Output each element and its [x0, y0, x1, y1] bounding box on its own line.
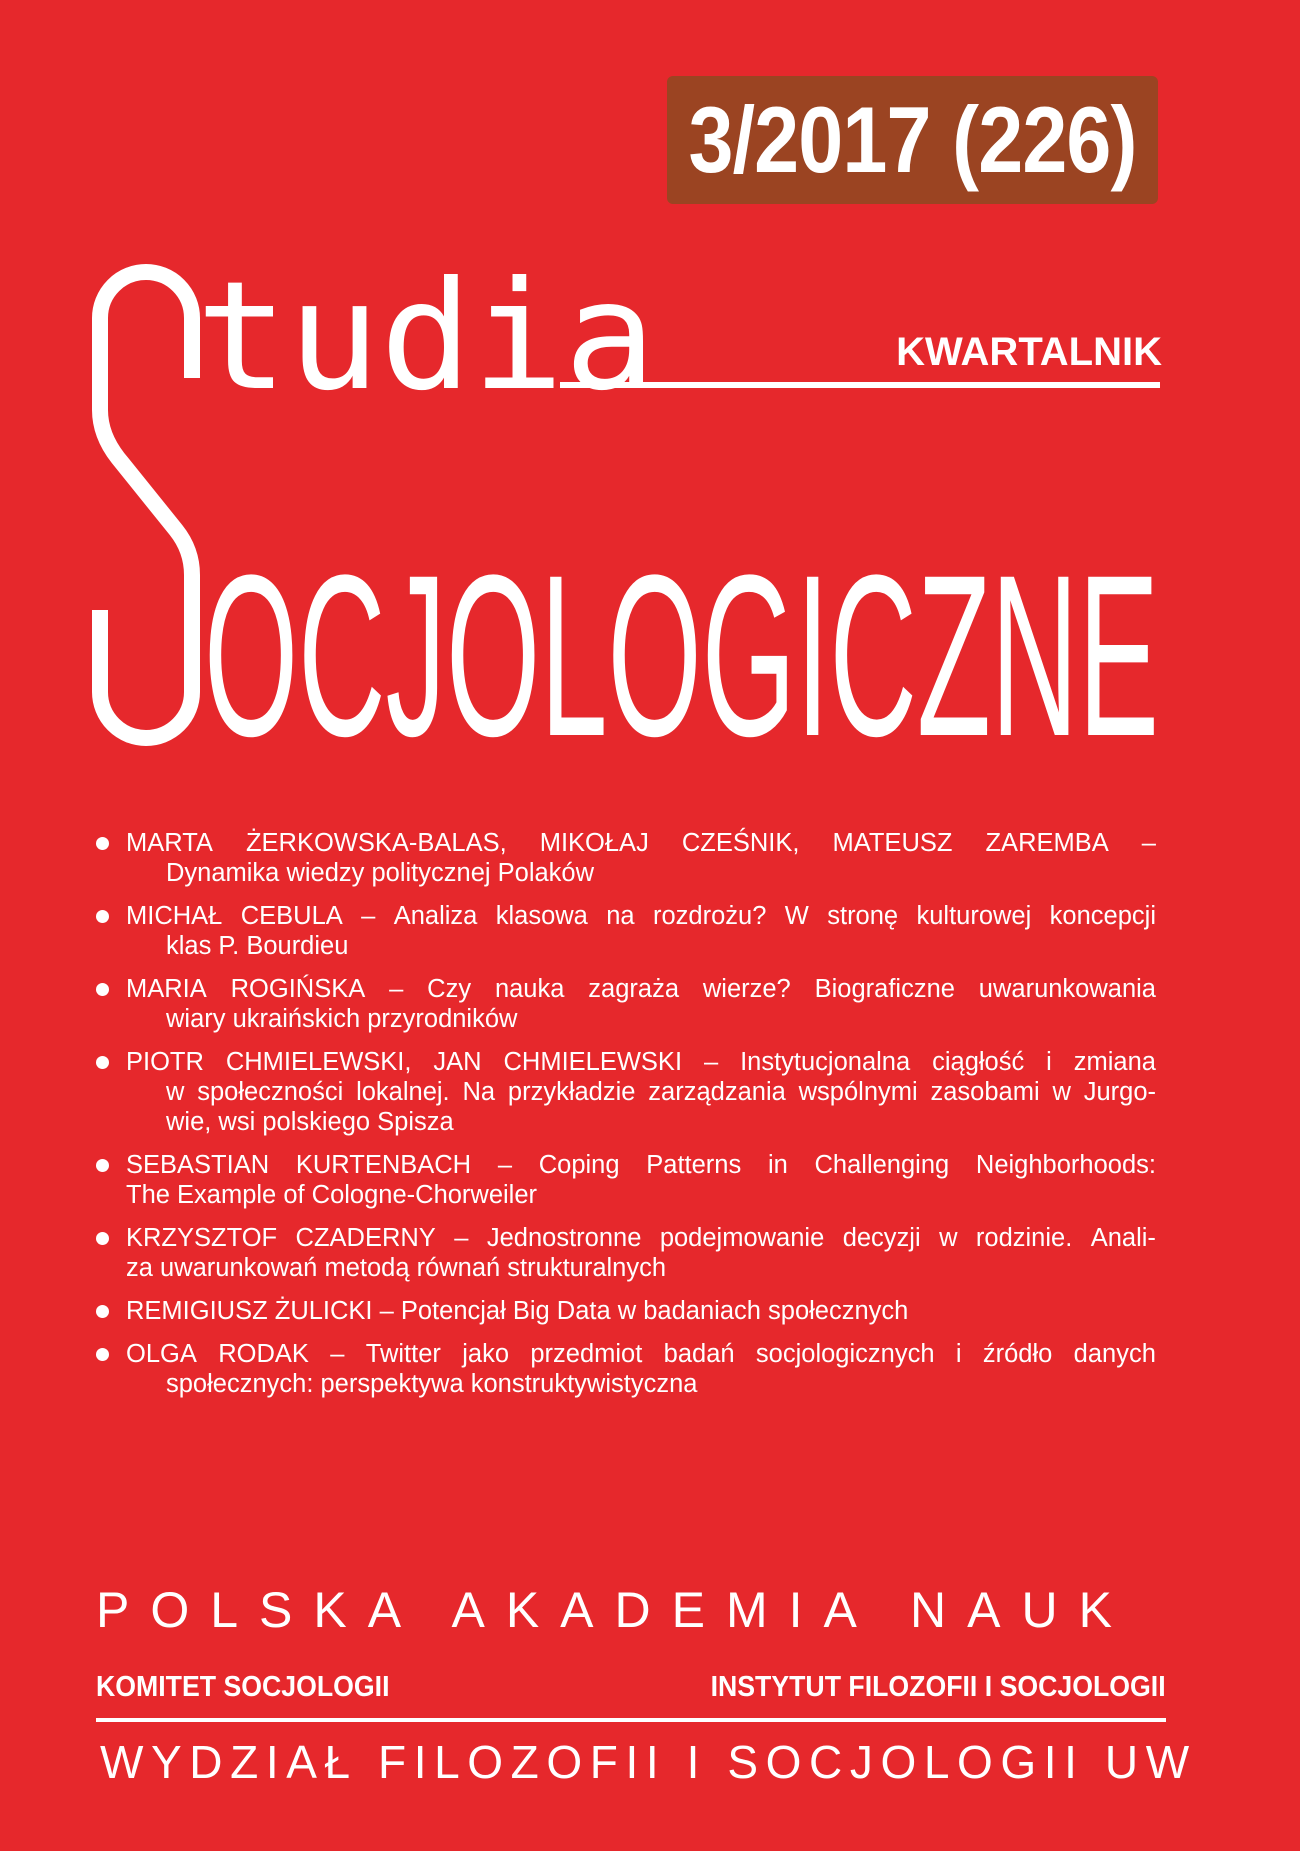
- article-word: MATEUSZ: [832, 829, 953, 857]
- article-word: koncepcji: [1049, 902, 1156, 930]
- article-word: KURTENBACH: [295, 1151, 472, 1179]
- article-word: Biograficzne: [814, 975, 955, 1003]
- article-word: stronę: [827, 902, 899, 930]
- article-word: CZADERNY: [295, 1224, 436, 1252]
- article-word: w: [939, 1224, 958, 1252]
- article-word: –: [330, 1340, 345, 1368]
- article-line: społecznych: perspektywa konstruktywistyczna: [166, 1370, 698, 1398]
- article-word: zmiana: [1073, 1048, 1156, 1076]
- article-word: Anali-: [1090, 1224, 1156, 1252]
- article-word: przedmiot: [530, 1340, 643, 1368]
- issue-number: 3/2017 (226): [688, 87, 1137, 192]
- article-word: JAN: [433, 1048, 482, 1076]
- article-word: Challenging: [814, 1151, 950, 1179]
- article-word: rozdrożu?: [653, 902, 767, 930]
- bullet-icon: [96, 910, 109, 923]
- bullet-icon: [96, 1348, 109, 1361]
- article-word: kulturowej: [916, 902, 1032, 930]
- article-word: podejmowanie: [659, 1224, 825, 1252]
- article-word: CHMIELEWSKI: [503, 1048, 683, 1076]
- issue-badge: [667, 76, 1158, 204]
- article-line: [126, 974, 1156, 1004]
- bullet-icon: [96, 1056, 109, 1069]
- article-word: rodzinie.: [975, 1224, 1073, 1252]
- article-word: zagraża: [588, 975, 680, 1003]
- bullet-icon: [96, 983, 109, 996]
- article-word: Analiza: [393, 902, 478, 930]
- article-word: SEBASTIAN: [126, 1151, 270, 1179]
- article-line: klas P. Bourdieu: [166, 932, 349, 960]
- article-line: [126, 1047, 1156, 1077]
- article-line: za uwarunkowań metodą równań strukturalnych: [126, 1254, 667, 1282]
- article-line: [126, 1339, 1156, 1369]
- article-entry: [96, 1150, 1156, 1210]
- article-word: CEBULA: [240, 902, 343, 930]
- article-word: i: [1046, 1048, 1052, 1076]
- article-word: MARIA: [126, 975, 207, 1003]
- article-line: [126, 828, 1156, 858]
- article-word: nauka: [494, 975, 565, 1003]
- article-word: Czy: [427, 975, 472, 1003]
- faculty-name: WYDZIAŁ FILOZOFII I SOCJOLOGII UW: [100, 1736, 1197, 1788]
- article-line: [126, 1223, 1156, 1253]
- frequency-label: KWARTALNIK: [896, 330, 1162, 374]
- article-word: KRZYSZTOF: [126, 1224, 278, 1252]
- article-word: źródło: [982, 1340, 1053, 1368]
- article-entry: [96, 901, 1156, 961]
- organisations-row: [96, 1669, 1166, 1705]
- article-word: wierze?: [702, 975, 791, 1003]
- article-word: Jednostronne: [486, 1224, 642, 1252]
- article-word: ZAREMBA: [985, 829, 1109, 857]
- table-of-contents: [96, 828, 1156, 1412]
- title-line2-text: OCJOLOGICZNE: [204, 527, 1159, 750]
- article-line: w społeczności lokalnej. Na przykładzie zarządzania wspólnymi zasobami w Jurgo-: [166, 1078, 1156, 1106]
- article-word: jako: [462, 1340, 509, 1368]
- article-entry: [96, 828, 1156, 888]
- article-word: W: [784, 902, 809, 930]
- article-entry: [96, 1339, 1156, 1399]
- article-word: decyzji: [842, 1224, 921, 1252]
- article-word: ROGIŃSKA: [230, 975, 366, 1003]
- article-word: MIKOŁAJ: [539, 829, 649, 857]
- article-word: danych: [1073, 1340, 1156, 1368]
- article-word: OLGA: [126, 1340, 197, 1368]
- bullet-icon: [96, 837, 109, 850]
- footer-divider: [96, 1718, 1166, 1722]
- article-word: PIOTR: [126, 1048, 204, 1076]
- article-word: Instytucjonalna: [740, 1048, 911, 1076]
- article-word: CZEŚNIK,: [681, 829, 800, 857]
- article-word: Coping: [538, 1151, 620, 1179]
- article-word: Patterns: [646, 1151, 742, 1179]
- article-word: RODAK: [218, 1340, 309, 1368]
- article-word: –: [497, 1151, 512, 1179]
- article-word: socjologicznych: [755, 1340, 935, 1368]
- article-word: ciągłość: [932, 1048, 1025, 1076]
- article-line: [126, 901, 1156, 931]
- article-word: –: [1141, 829, 1156, 857]
- article-line: wie, wsi polskiego Spisza: [166, 1108, 454, 1136]
- article-entry: [96, 1296, 1156, 1326]
- article-line: [126, 1150, 1156, 1180]
- committee-name: KOMITET SOCJOLOGII: [96, 1671, 390, 1703]
- article-line: wiary ukraińskich przyrodników: [166, 1005, 518, 1033]
- article-word: Twitter: [365, 1340, 441, 1368]
- article-word: in: [767, 1151, 788, 1179]
- article-word: badań: [663, 1340, 735, 1368]
- article-word: MICHAŁ: [126, 902, 223, 930]
- academy-name: POLSKA AKADEMIA NAUK: [96, 1582, 1133, 1638]
- article-word: klasowa: [495, 902, 588, 930]
- article-line: Dynamika wiedzy politycznej Polaków: [166, 859, 595, 887]
- bullet-icon: [96, 1305, 109, 1318]
- title-big-s-letter: [100, 272, 192, 738]
- article-entry: [96, 974, 1156, 1034]
- article-word: CHMIELEWSKI,: [225, 1048, 412, 1076]
- article-word: Neighborhoods:: [975, 1151, 1156, 1179]
- bullet-icon: [96, 1232, 109, 1245]
- article-entry: [96, 1223, 1156, 1283]
- title-line1-text: tudia: [196, 250, 656, 424]
- article-entry: [96, 1047, 1156, 1137]
- article-line: The Example of Cologne-Chorweiler: [126, 1181, 538, 1209]
- article-word: –: [454, 1224, 469, 1252]
- article-word: –: [703, 1048, 719, 1076]
- article-word: –: [389, 975, 404, 1003]
- article-line: [126, 1296, 1156, 1326]
- article-word: uwarunkowania: [978, 975, 1156, 1003]
- article-word: ŻERKOWSKA-BALAS,: [245, 829, 507, 857]
- article-word: –: [361, 902, 376, 930]
- journal-title-logo: [0, 230, 1300, 750]
- bullet-icon: [96, 1159, 109, 1172]
- article-word: na: [606, 902, 635, 930]
- article-word: REMIGIUSZ ŻULICKI – Potencjał Big Data w badaniach społecznych: [126, 1297, 909, 1325]
- article-word: i: [955, 1340, 962, 1368]
- institute-name: INSTYTUT FILOZOFII I SOCJOLOGII: [710, 1671, 1166, 1703]
- article-word: MARTA: [126, 829, 213, 857]
